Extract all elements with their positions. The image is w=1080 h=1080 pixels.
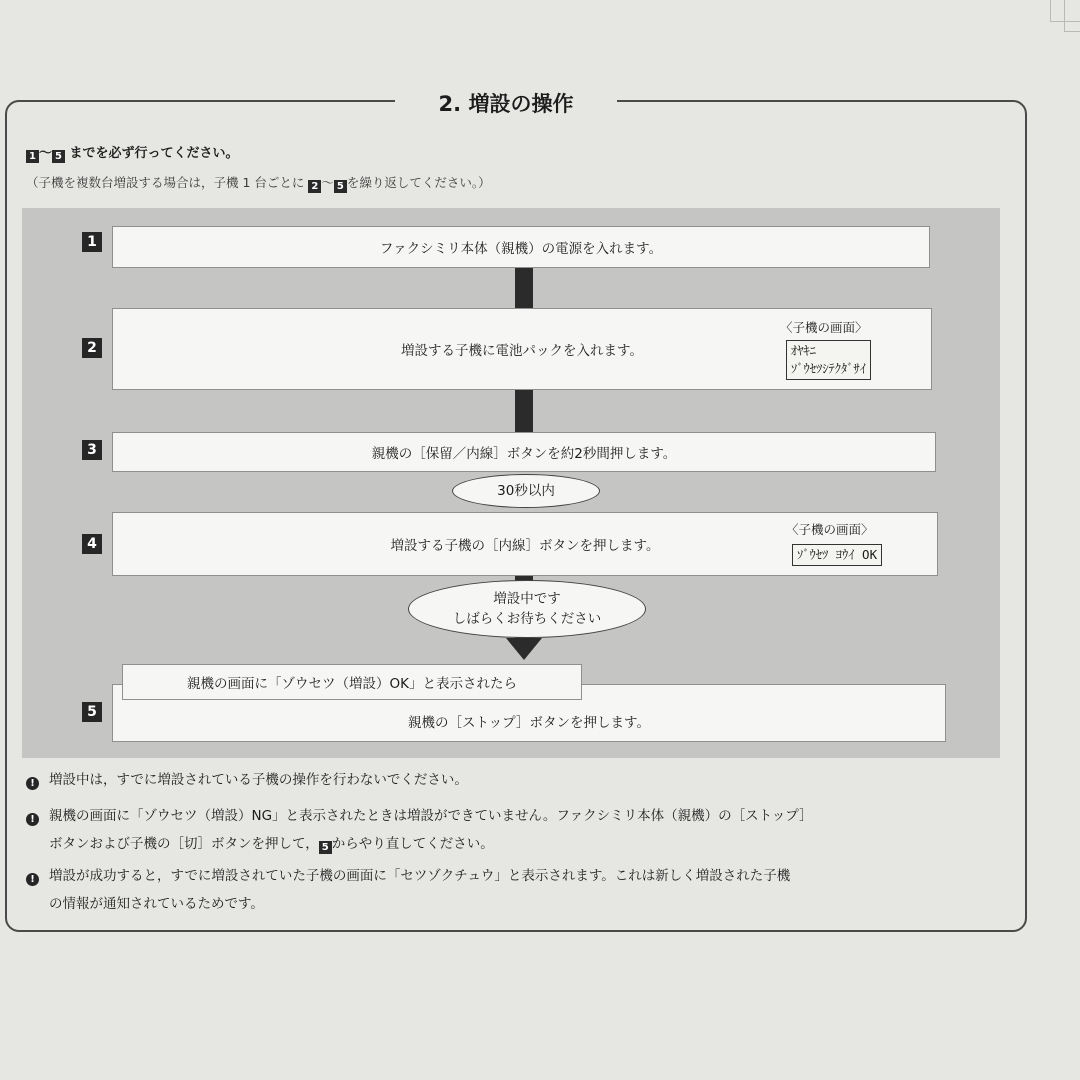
step-3-box: [112, 432, 936, 472]
note-2-line-2-prefix: ボタンおよび子機の［切］ボタンを押して，: [49, 836, 319, 852]
step-4-text: 増設する子機の［内線］ボタンを押します。: [390, 538, 660, 554]
intro-sub-suffix: を繰り返してください。）: [346, 175, 491, 190]
progress-line-1: 増設中です: [493, 591, 561, 607]
step-2-screen-line-2: ｿﾞｳｾﾂｼﾃｸﾀﾞｻｲ: [791, 361, 867, 376]
note-1: [26, 766, 468, 794]
step-number-3: 3: [82, 440, 102, 460]
warning-bullet-icon: !: [26, 873, 39, 886]
sub-step-ref-end: 5: [334, 180, 347, 193]
down-arrow-icon: [506, 638, 542, 660]
step-3-text: 親機の［保留／内線］ボタンを約2秒間押します。: [371, 446, 677, 462]
note-1-text: 増設中は，すでに増設されている子機の操作を行わないでください。: [49, 772, 468, 788]
connector-2-3: [515, 388, 533, 434]
note-2-line-2-suffix: からやり直してください。: [331, 836, 494, 852]
connector-1-2: [515, 266, 533, 312]
warning-bullet-icon: !: [26, 777, 39, 790]
step-2-screen-line-1: ｵﾔｷﾆ: [791, 343, 817, 358]
section-title: 2. 増設の操作: [395, 84, 617, 124]
intro-main-text: までを必ず行ってください。: [69, 146, 239, 161]
step-5-condition: [122, 664, 582, 700]
intro-tilde: ～: [39, 146, 53, 161]
step-4-handset-screen: [792, 544, 882, 566]
step-2-text: 増設する子機に電池パックを入れます。: [401, 343, 643, 359]
note-2-step-ref: 5: [319, 841, 332, 854]
step-2-screen-caption: 〈子機の画面〉: [780, 320, 868, 335]
step-1-text: ファクシミリ本体（親機）の電源を入れます。: [379, 241, 663, 257]
note-3-line-2: の情報が通知されているためです。: [49, 896, 264, 912]
step-number-2: 2: [82, 338, 102, 358]
intro-sub-tilde: ～: [321, 175, 334, 190]
step-number-4: 4: [82, 534, 102, 554]
progress-line-2: しばらくお待ちください: [452, 611, 602, 627]
timing-oval: [452, 474, 600, 508]
step-ref-end: 5: [52, 150, 65, 163]
intro-sub-prefix: （子機を複数台増設する場合は，子機 1 台ごとに: [26, 175, 305, 190]
step-ref-start: 1: [26, 150, 39, 163]
intro-main: [26, 142, 239, 163]
step-4-screen-caption: 〈子機の画面〉: [786, 522, 874, 537]
note-2: [26, 802, 813, 858]
intro-sub: [26, 173, 491, 193]
step-number-1: 1: [82, 232, 102, 252]
progress-message-oval: [408, 580, 646, 638]
note-2-line-2: [26, 830, 813, 858]
page-corner-lines: [1020, 0, 1080, 30]
step-4-screen-line-1: ｿﾞｳｾﾂ ﾖｳｲ OK: [797, 547, 878, 562]
note-2-line-1: 親機の画面に「ゾウセツ（増設）NG」と表示されたときは増設ができていません。ファクシミリ本体（親機）の［ストップ］: [49, 808, 813, 824]
sub-step-ref-start: 2: [308, 180, 321, 193]
step-2-handset-screen: [786, 340, 871, 380]
step-number-5: 5: [82, 702, 102, 722]
step-5-condition-text: 親機の画面に「ゾウセツ（増設）OK」と表示されたら: [187, 676, 517, 692]
warning-bullet-icon: !: [26, 813, 39, 826]
note-3: [26, 862, 790, 918]
note-3-line-1: 増設が成功すると，すでに増設されていた子機の画面に「セツゾクチュウ」と表示されます。これは新しく増設された子機: [49, 868, 791, 884]
timing-label: 30秒以内: [497, 483, 555, 499]
step-5-text: 親機の［ストップ］ボタンを押します。: [408, 715, 650, 731]
step-1-box: [112, 226, 930, 268]
